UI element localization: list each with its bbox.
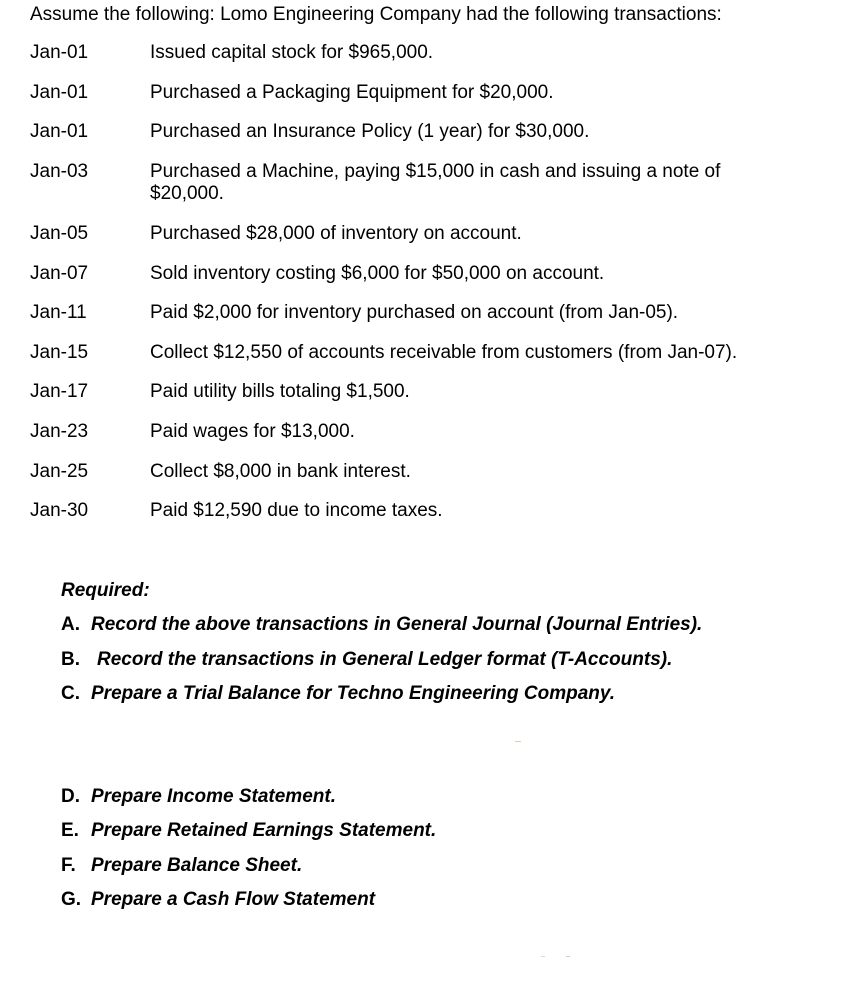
required-item-text: Record the above transactions in General Journal (Journal Entries). bbox=[91, 614, 703, 635]
transaction-description: Paid $12,590 due to income taxes. bbox=[150, 500, 443, 521]
transaction-date: Jan-03 bbox=[30, 161, 89, 182]
required-item-g bbox=[61, 889, 375, 911]
required-item-text: Prepare a Cash Flow Statement bbox=[91, 889, 376, 910]
transaction-date: Jan-07 bbox=[30, 263, 89, 284]
required-item-d bbox=[61, 786, 336, 808]
transaction-description: Purchased an Insurance Policy (1 year) for $30,000. bbox=[150, 121, 590, 142]
required-item-text: Prepare Balance Sheet. bbox=[91, 855, 303, 876]
required-heading: Required: bbox=[61, 580, 150, 601]
required-item-f bbox=[61, 855, 302, 877]
required-item-letter: A. bbox=[61, 614, 80, 635]
required-item-letter: E. bbox=[61, 820, 79, 841]
required-item-text: Prepare Income Statement. bbox=[91, 786, 336, 807]
required-item-b bbox=[61, 649, 672, 671]
intro-text: Assume the following: Lomo Engineering Company had the following transactions: bbox=[30, 4, 722, 25]
transaction-description: Paid utility bills totaling $1,500. bbox=[150, 381, 410, 402]
transaction-date: Jan-30 bbox=[30, 500, 89, 521]
required-item-text: Prepare Retained Earnings Statement. bbox=[91, 820, 437, 841]
required-item-letter: G. bbox=[61, 889, 82, 910]
required-item-text: Record the transactions in General Ledger format (T-Accounts). bbox=[97, 649, 673, 670]
required-item-c bbox=[61, 683, 615, 705]
transaction-date: Jan-05 bbox=[30, 223, 89, 244]
transaction-date: Jan-01 bbox=[30, 42, 89, 63]
transaction-date: Jan-23 bbox=[30, 421, 89, 442]
required-item-letter: B. bbox=[61, 649, 80, 670]
transaction-description: Issued capital stock for $965,000. bbox=[150, 42, 434, 63]
scan-speck bbox=[515, 741, 521, 742]
transaction-description: Sold inventory costing $6,000 for $50,000 on account. bbox=[150, 263, 605, 284]
transaction-date: Jan-11 bbox=[30, 302, 87, 323]
required-item-letter: C. bbox=[61, 683, 80, 704]
transaction-description: Paid wages for $13,000. bbox=[150, 421, 355, 442]
transaction-description: Collect $12,550 of accounts receivable from customers (from Jan-07). bbox=[150, 342, 738, 363]
transaction-date: Jan-25 bbox=[30, 461, 89, 482]
transaction-date: Jan-01 bbox=[30, 82, 89, 103]
transaction-date: Jan-01 bbox=[30, 121, 89, 142]
scan-speck bbox=[541, 956, 545, 957]
transaction-description: Collect $8,000 in bank interest. bbox=[150, 461, 411, 482]
required-item-text: Prepare a Trial Balance for Techno Engineering Company. bbox=[91, 683, 616, 704]
required-item-e bbox=[61, 820, 436, 842]
transaction-date: Jan-15 bbox=[30, 342, 89, 363]
required-item-letter: D. bbox=[61, 786, 80, 807]
transaction-description: Purchased a Machine, paying $15,000 in cash and issuing a note of $20,000. bbox=[150, 161, 721, 204]
transaction-description: Purchased a Packaging Equipment for $20,000. bbox=[150, 82, 554, 103]
scan-speck bbox=[566, 956, 570, 957]
transaction-description: Purchased $28,000 of inventory on account. bbox=[150, 223, 522, 244]
transaction-date: Jan-17 bbox=[30, 381, 89, 402]
transaction-description: Paid $2,000 for inventory purchased on account (from Jan-05). bbox=[150, 302, 679, 323]
required-item-a bbox=[61, 614, 702, 636]
required-item-letter: F. bbox=[61, 855, 76, 876]
